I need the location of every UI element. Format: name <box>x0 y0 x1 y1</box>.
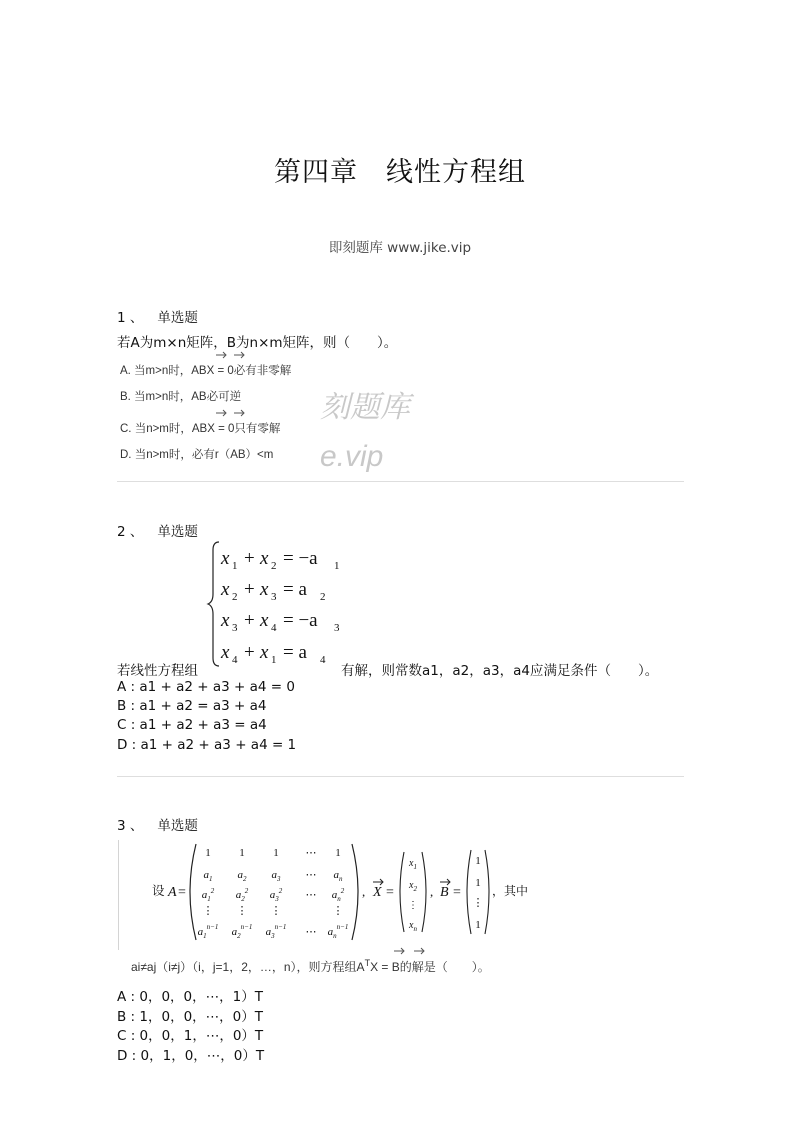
svg-text:1: 1 <box>335 847 341 859</box>
eq4-sub-b: 1 <box>271 654 277 666</box>
eq1-sub-b: 2 <box>271 560 277 572</box>
question-3-number: 3 、 <box>117 818 144 834</box>
svg-text:1: 1 <box>475 877 481 889</box>
eq3-sub-b: 4 <box>271 622 277 634</box>
question-2-stem-after: 有解，则常数a1，a2，a3，a4应满足条件（ ）。 <box>341 663 659 679</box>
svg-text:+: + <box>244 610 255 631</box>
question-3-stem-mid: ，其中 <box>492 884 529 898</box>
left-brace <box>208 542 219 666</box>
eq4-rhs-sub: 4 <box>320 654 326 666</box>
svg-text:X: X <box>373 885 382 900</box>
eq4-sub-a: 4 <box>232 654 238 666</box>
question-1-option-c[interactable]: C. 当n>m时，ABX = 0只有零解 <box>120 423 281 435</box>
page-subtitle: 即刻题库 www.jike.vip <box>328 240 472 256</box>
svg-text:⋮: ⋮ <box>472 897 484 909</box>
svg-text:ann−1: $a_n^{n-1}$ <box>327 923 349 940</box>
svg-text:⋮: ⋮ <box>270 905 282 917</box>
eq1-rhs-sub: 1 <box>334 560 340 572</box>
question-2-option-a[interactable]: A : a1 + a2 + a3 + a4 = 0 <box>117 679 295 695</box>
question-2-option-c[interactable]: C : a1 + a2 + a3 = a4 <box>117 717 267 733</box>
svg-text:a12: $a_1^2$ <box>201 887 215 903</box>
question-1-option-d[interactable]: D. 当n>m时，必有r（AB）<m <box>120 449 274 461</box>
vector-arrows-a <box>212 350 252 360</box>
question-2-type: 单选题 <box>157 524 198 540</box>
eq2-sub-b: 3 <box>271 591 277 603</box>
svg-text:a22: $a_2^2$ <box>235 887 249 903</box>
eq1-sub-a: 1 <box>232 560 238 572</box>
question-1-number: 1 、 <box>117 310 144 326</box>
transpose-sup: T <box>364 958 371 968</box>
question-1-option-a[interactable]: A. 当m>n时，ABX = 0必有非零解 <box>120 365 292 377</box>
watermark-line-2: e.vip <box>320 440 384 473</box>
svg-text:⋯: ⋯ <box>305 869 317 881</box>
svg-text:⋯: ⋯ <box>305 926 317 938</box>
eq3-var-b: x <box>260 610 269 631</box>
question-2-option-d[interactable]: D : a1 + a2 + a3 + a4 = 1 <box>117 737 297 753</box>
vector-arrows-q3 <box>390 946 430 956</box>
vector-arrows-c <box>212 408 252 418</box>
question-3-type: 单选题 <box>157 818 198 834</box>
svg-text:+: + <box>244 642 255 663</box>
eq2-sub-a: 2 <box>232 591 238 603</box>
question-2-header <box>117 520 198 540</box>
svg-text:1: 1 <box>475 919 481 931</box>
svg-text:=: = <box>386 885 394 900</box>
image-border <box>118 840 119 950</box>
eq2-var-a: x <box>221 579 230 600</box>
eq4-var-b: x <box>260 642 269 663</box>
svg-text:A: A <box>168 885 177 900</box>
question-1-type: 单选题 <box>157 310 198 326</box>
svg-text:a2: $a_2$ <box>237 869 247 883</box>
svg-text:an2: $a_n^2$ <box>331 887 345 903</box>
eq1-rhs: = −a <box>283 548 318 569</box>
separator-2 <box>117 776 684 777</box>
svg-text:1: 1 <box>273 847 279 859</box>
svg-text:x1: $x_1$ <box>409 858 417 871</box>
equation-system <box>205 538 345 670</box>
question-3-stem-line2-end: X = B的解是（ ）。 <box>370 960 490 974</box>
svg-text:1: 1 <box>239 847 245 859</box>
question-2-number: 2 、 <box>117 524 144 540</box>
svg-text:⋮: ⋮ <box>332 905 344 917</box>
question-3-option-a[interactable]: A : 0，0，0，⋯，1）T <box>117 989 263 1005</box>
eq2-rhs-sub: 2 <box>320 591 326 603</box>
svg-text:a32: $a_3^2$ <box>269 887 283 903</box>
question-2-stem-before: 若线性方程组 <box>117 663 198 679</box>
question-1-option-b[interactable]: B. 当m>n时，AB必可逆 <box>120 391 242 403</box>
svg-text:a2n−1: $a_2^{n-1}$ <box>231 923 253 940</box>
eq4-rhs: = a <box>283 642 307 663</box>
eq2-rhs: = a <box>283 579 307 600</box>
svg-text:,: , <box>362 884 366 899</box>
svg-text:a1n−1: $a_1^{n-1}$ <box>197 923 219 940</box>
svg-text:⋯: ⋯ <box>305 889 317 901</box>
question-2-option-b[interactable]: B : a1 + a2 = a3 + a4 <box>117 698 267 714</box>
svg-text:,: , <box>430 884 434 899</box>
question-3-stem-line2 <box>131 958 490 975</box>
svg-text:an: $a_n$ <box>333 869 343 883</box>
eq1-var-b: x <box>260 548 269 569</box>
question-3-option-c[interactable]: C : 0，0，1，⋯，0）T <box>117 1028 264 1044</box>
question-1-stem: 若A为m×n矩阵，B为n×m矩阵，则（ ）。 <box>117 335 398 351</box>
svg-text:⋮: ⋮ <box>202 905 214 917</box>
svg-text:a1: $a_1$ <box>203 869 213 883</box>
page-title: 第四章 线性方程组 <box>274 157 526 188</box>
svg-text:⋮: ⋮ <box>408 900 418 911</box>
svg-text:a3: $a_3$ <box>271 869 281 883</box>
watermark-line-1: 刻题库 <box>320 391 410 424</box>
eq3-rhs: = −a <box>283 610 318 631</box>
svg-text:x2: $x_2$ <box>409 880 417 893</box>
svg-text:+: + <box>244 579 255 600</box>
svg-text:1: 1 <box>475 855 481 867</box>
svg-text:⋮: ⋮ <box>236 905 248 917</box>
eq3-sub-a: 3 <box>232 622 238 634</box>
eq3-rhs-sub: 3 <box>334 622 340 634</box>
svg-text:1: 1 <box>205 847 211 859</box>
question-3-header <box>117 814 198 834</box>
question-3-stem-line2-text: ai≠aj（i≠j）（i，j=1，2，…，n），则方程组A <box>131 960 365 974</box>
svg-text:xn: $x_n$ <box>409 920 417 933</box>
eq1-var-a: x <box>221 548 230 569</box>
eq2-var-b: x <box>260 579 269 600</box>
question-3-stem-lead: 设 <box>152 883 165 898</box>
question-1-header <box>117 306 198 326</box>
svg-text:a3n−1: $a_3^{n-1}$ <box>265 923 287 940</box>
svg-text:=: = <box>453 885 461 900</box>
question-3-option-d[interactable]: D : 0，1，0，⋯，0）T <box>117 1048 265 1064</box>
question-3-option-b[interactable]: B : 1，0，0，⋯，0）T <box>117 1009 263 1025</box>
separator-1 <box>117 481 684 482</box>
svg-text:B: B <box>440 885 449 900</box>
svg-text:=: = <box>178 885 186 900</box>
svg-text:⋯: ⋯ <box>305 847 317 859</box>
matrix-definitions <box>166 838 506 946</box>
eq3-var-a: x <box>221 610 230 631</box>
eq4-var-a: x <box>221 642 230 663</box>
svg-text:+: + <box>244 548 255 569</box>
